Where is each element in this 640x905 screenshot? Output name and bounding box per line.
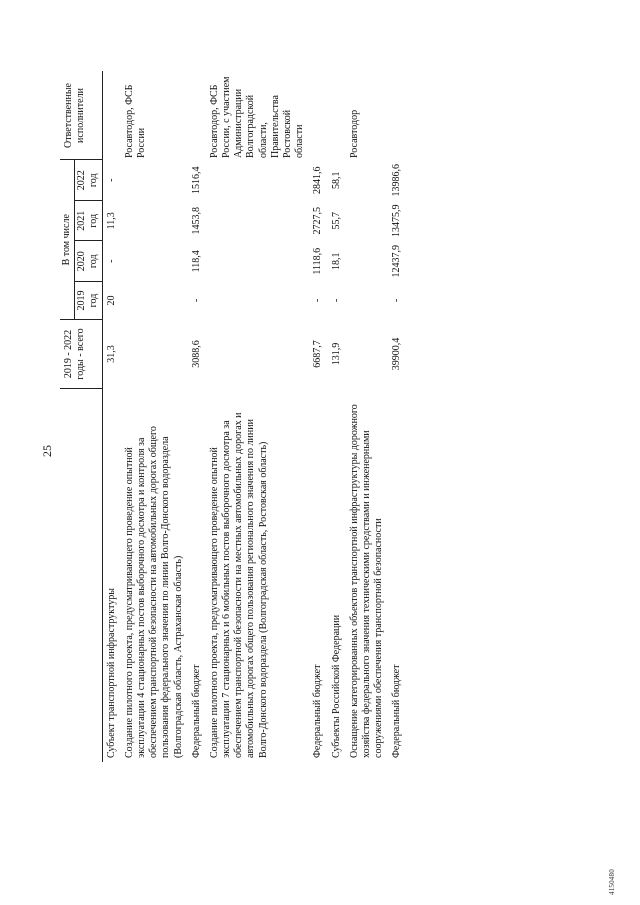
row-name: Федеральный бюджет (391, 664, 403, 758)
row-responsible (102, 72, 121, 161)
header-year-2020: 2020 год (75, 241, 102, 282)
row-2019: - (391, 298, 403, 303)
header-year-2021: 2021 год (75, 201, 102, 242)
row-2019: - (190, 298, 202, 303)
table-row (188, 72, 206, 763)
table-row (121, 72, 188, 763)
table-body (102, 72, 406, 763)
row-2022 (346, 160, 389, 201)
row-2021: 2727,5 (312, 207, 324, 235)
row-2021 (121, 201, 188, 242)
header-responsible: Ответственные исполнители (60, 72, 102, 161)
row-2020 (121, 241, 188, 282)
row-total (346, 320, 389, 389)
page-number: 25 (40, 445, 54, 457)
row-2021: 13475,9 (391, 204, 403, 237)
row-2020: 118,4 (190, 250, 202, 273)
row-2019: 20 (105, 295, 117, 306)
table-row (102, 72, 121, 763)
table-row (388, 72, 406, 763)
row-name: Создание пилотного проекта, предусматривающего проведение опытной эксплуатации 7 стационарных и 6 мобильных постов выборочного досмотра за обеспечением транспортной безопасности на местных автомобильных дорогах и автомобильных дорогах общего пользования регионального значения по линии Волго-Донского водораздела (Волгоградская область, Ростовская область) (208, 412, 269, 758)
row-2020: 1118,6 (312, 247, 324, 275)
table-row (206, 72, 310, 763)
row-2020: 12437,9 (391, 245, 403, 278)
row-total: 31,3 (105, 345, 117, 363)
row-total: 6687,7 (312, 340, 324, 368)
row-2021: 55,7 (330, 212, 342, 230)
row-responsible (188, 72, 206, 161)
row-responsible: Росавтодор, ФСБ России (123, 84, 147, 158)
row-2020: 18,1 (330, 252, 342, 270)
row-2022: 2841,6 (312, 166, 324, 194)
header-year-2022: 2022 год (75, 160, 102, 201)
row-total (206, 320, 310, 389)
header-name-cell (60, 389, 102, 763)
row-2020: - (105, 259, 117, 263)
table-row (309, 72, 327, 763)
row-2019 (206, 282, 310, 320)
row-2020 (206, 241, 310, 282)
row-responsible: Росавтодор, ФСБ России, с участием Администрации Волгоградской области, Правительства Ростовской области (208, 76, 306, 158)
row-2022: 13986,6 (391, 164, 403, 197)
row-name: Оснащение категорированных объектов транспортной инфраструктуры дорожного хозяйства федерального значения техническими средствами и инженерными сооружениями обеспечения транспортной безопасности (348, 404, 385, 758)
row-responsible (328, 72, 346, 161)
table-header (60, 72, 102, 763)
row-2021 (206, 201, 310, 242)
row-2019 (346, 282, 389, 320)
row-2022: 1516,4 (190, 166, 202, 194)
document-id: 4150480 (608, 869, 616, 895)
row-2022 (206, 160, 310, 201)
row-total: 131,9 (330, 342, 342, 366)
row-total: 3088,6 (190, 340, 202, 368)
row-name: Субъекты Российской Федерации (330, 614, 342, 758)
row-responsible: Росавтодор (348, 109, 360, 158)
row-name: Федеральный бюджет (312, 664, 324, 758)
row-name: Субъект транспортной инфраструктуры (105, 588, 117, 758)
table-row (346, 72, 389, 763)
table-row (328, 72, 346, 763)
header-total: 2019 - 2022 годы - всего (60, 320, 102, 389)
row-2021: 11,3 (105, 212, 117, 230)
row-2022 (121, 160, 188, 201)
row-name: Федеральный бюджет (190, 664, 202, 758)
row-2019: - (312, 298, 324, 303)
row-2022: - (105, 178, 117, 182)
row-2022: 58,1 (330, 171, 342, 189)
row-responsible (309, 72, 327, 161)
header-year-2019: 2019 год (75, 282, 102, 320)
row-2021: 1453,8 (190, 207, 202, 235)
row-2019: - (330, 298, 342, 303)
row-total: 39900,4 (391, 337, 403, 371)
budget-table (60, 72, 407, 763)
row-responsible (388, 72, 406, 161)
row-total (121, 320, 188, 389)
row-name: Создание пилотного проекта, предусматривающего проведение опытной эксплуатации 4 стационарных постов выборочного досмотра и контроля за обеспечением транспортной безопасности на автомобильных дорогах общего пользования федерального значения по линии Волго-Донского водораздела (Волгоградская область, Астраханская область) (123, 426, 184, 758)
header-including: В том числе (60, 160, 75, 320)
row-2020 (346, 241, 389, 282)
row-2019 (121, 282, 188, 320)
row-2021 (346, 201, 389, 242)
